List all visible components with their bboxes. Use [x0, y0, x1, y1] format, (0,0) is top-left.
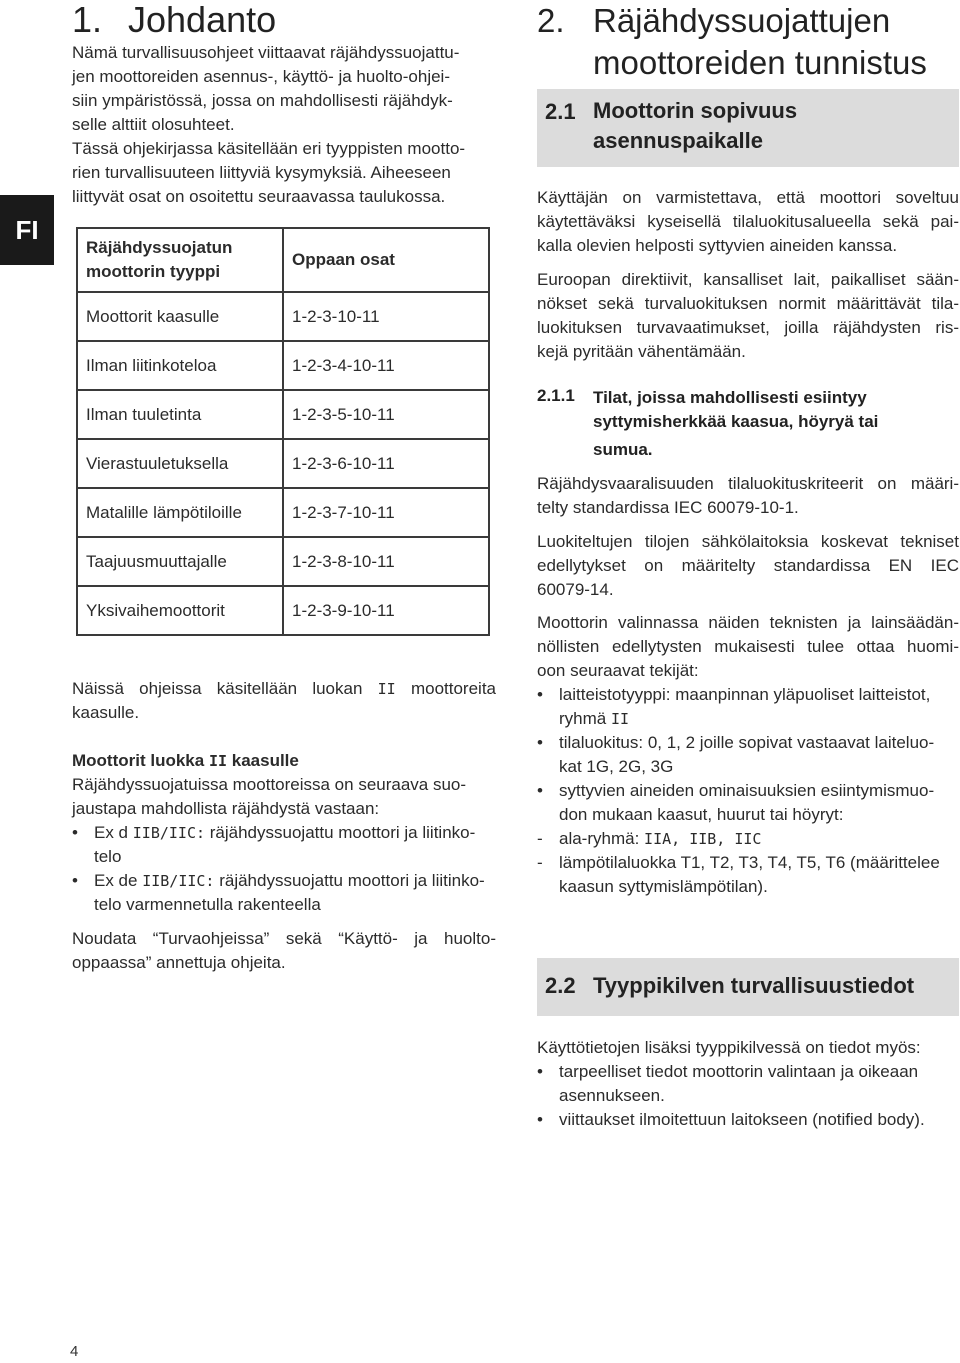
- bullet-code: IIB/IIC:: [142, 872, 215, 890]
- section-2-title-line: moottoreiden tunnistus: [593, 44, 927, 81]
- cell-motor-type: Ilman liitinkoteloa: [77, 341, 283, 390]
- bullet-text: laitteistotyyppi: maanpinnan yläpuoliset laitteistot,: [559, 685, 931, 704]
- cell-motor-type: Ilman tuuletinta: [77, 390, 283, 439]
- paragraph-line: Käyttötietojen lisäksi tyyppikilvessä on tiedot myös:: [537, 1038, 921, 1057]
- section-1-heading: [72, 0, 276, 40]
- cell-guide-parts: 1-2-3-5-10-11: [283, 390, 489, 439]
- follow-line: Noudata “Turvaohjeissa” sekä “Käyttö- ja huolto-: [72, 929, 496, 948]
- paragraph-line: Räjähdysvaaralisuuden tilaluokituskriteerit on määri-: [537, 474, 959, 493]
- section-2-title: [593, 0, 960, 84]
- section-2-2-title: Tyyppikilven turvallisuustiedot: [593, 973, 915, 998]
- bullet-text: viittaukset ilmoitettuun laitokseen (notified body).: [559, 1110, 925, 1129]
- header-motor-type-line2: moottorin tyyppi: [86, 262, 221, 281]
- cell-motor-type: Yksivaihemoottorit: [77, 586, 283, 635]
- nameplate-paragraph: [537, 1036, 959, 1060]
- header-guide-parts: Oppaan osat: [283, 228, 489, 292]
- intro-line: Nämä turvallisuusohjeet viittaavat räjähdyssuojattu-: [72, 43, 460, 62]
- selection-factors-list: [537, 683, 959, 899]
- paragraph-line: telty standardissa IEC 60079-10-1.: [537, 498, 799, 517]
- selection-paragraph: [537, 611, 959, 683]
- cell-guide-parts: 1-2-3-7-10-11: [283, 488, 489, 537]
- list-item: [537, 683, 959, 731]
- class-note-line: kaasulle.: [72, 703, 140, 722]
- subheading-line: [72, 749, 496, 773]
- paragraph-line: Moottorin valinnassa näiden teknisten ja lainsäädän-: [537, 613, 959, 632]
- paragraph-line: käytettäväksi kyseisellä tilaluokitusalueella sekä pai-: [537, 212, 959, 231]
- subheading-text: Moottorit luokka: [72, 751, 205, 770]
- section-2-1-1-title-line: syttymisherkkää kaasua, höyryä tai: [593, 412, 879, 431]
- bullet-text: Ex de: [94, 871, 138, 890]
- list-item: [537, 731, 959, 779]
- nameplate-list: [537, 1060, 959, 1132]
- cell-motor-type: Taajuusmuuttajalle: [77, 537, 283, 586]
- class-note-text: moottoreita: [410, 679, 496, 698]
- section-2-number: 2.: [537, 2, 565, 39]
- bullet-icon: •: [537, 733, 543, 752]
- section-2-title-line: Räjähdyssuojattujen: [593, 2, 891, 39]
- header-motor-type-line1: Räjähdyssuojatun: [86, 238, 233, 257]
- section-2-1-box: [537, 89, 959, 167]
- intro2-line: Tässä ohjekirjassa käsitellään eri tyyppisten mootto-: [72, 139, 466, 158]
- table-row: [77, 439, 489, 488]
- subheading-code: II: [208, 752, 228, 770]
- section-1-number: 1.: [72, 0, 103, 40]
- follow-line: oppaassa” annettuja ohjeita.: [72, 953, 286, 972]
- table-row: [77, 341, 489, 390]
- paragraph-line: Luokiteltujen tilojen sähkölaitoksia koskevat tekniset: [537, 532, 959, 551]
- bullet-text: kat 1G, 2G, 3G: [559, 757, 674, 776]
- section-2-1-1-title: [593, 386, 953, 462]
- intro2-line: liittyvät osat on osoitettu seuraavassa taulukossa.: [72, 187, 446, 206]
- paragraph-line: luokituksen turvavaatimukset, joilla räjähdysten ris-: [537, 318, 959, 337]
- paragraph-line: nökset sekä turvaluokituksen normit määrittävät tila-: [537, 294, 959, 313]
- intro-paragraph: [72, 41, 496, 137]
- bullet-icon: •: [537, 685, 543, 704]
- bullet-text: tarpeelliset tiedot moottorin valintaan ja oikeaan: [559, 1062, 919, 1081]
- dash-icon: -: [537, 853, 543, 872]
- protection-line: jaustapa mahdollista räjähdystä vastaan:: [72, 799, 380, 818]
- section-2-1-1-number: 2.1.1: [537, 386, 575, 405]
- paragraph-line: nöllisten edellytysten mukaisesti tulee ottaa huomi-: [537, 637, 959, 656]
- dash-icon: -: [537, 829, 543, 848]
- list-item: [72, 821, 496, 869]
- bullet-text: Ex d: [94, 823, 129, 842]
- bullet-text: [559, 707, 959, 731]
- list-item: [537, 1108, 959, 1132]
- list-item: [537, 827, 959, 851]
- cell-guide-parts: 1-2-3-10-11: [283, 292, 489, 341]
- paragraph-line: 60079-14.: [537, 580, 614, 599]
- paragraph-line: kejä pyritään vähentämään.: [537, 342, 746, 361]
- protection-paragraph: [72, 773, 496, 821]
- list-item: [537, 779, 959, 827]
- intro-line: jen moottoreiden asennus-, käyttö- ja huolto-ohjei-: [72, 67, 450, 86]
- bullet-icon: •: [72, 871, 78, 890]
- intro-line: siin ympäristössä, jossa on mahdollisesti räjähdyk-: [72, 91, 453, 110]
- table-row: [77, 586, 489, 635]
- bullet-icon: •: [537, 1110, 543, 1129]
- class-code: II: [377, 680, 396, 698]
- page-number: 4: [70, 1343, 79, 1360]
- section-2-2-box: [537, 958, 959, 1016]
- paragraph-line: kalla olevien helposti syttyvien aineiden kanssa.: [537, 236, 898, 255]
- section-2-1-1-heading: [537, 386, 959, 466]
- bullet-icon: •: [537, 1062, 543, 1081]
- bullet-text: telo: [94, 847, 122, 866]
- section-2-2-number: 2.2: [545, 973, 576, 998]
- bullet-code: IIB/IIC:: [132, 824, 206, 842]
- subheading-text: kaasulle: [231, 751, 299, 770]
- bullet-text: räjähdyssuojattu moottori ja liitinko-: [209, 823, 476, 842]
- section-2-1-title-line: asennuspaikalle: [593, 128, 763, 153]
- section-2-1-title: [593, 96, 797, 156]
- intro-line: selle alttiit olosuhteet.: [72, 115, 235, 134]
- table-row: [77, 537, 489, 586]
- motor-parts-table: [76, 227, 490, 636]
- intro2-line: rien turvallisuuteen liittyviä kysymyksiä. Aiheeseen: [72, 163, 451, 182]
- paragraph-line: oon seuraavat tekijät:: [537, 661, 699, 680]
- class-note: [72, 677, 496, 725]
- requirements-paragraph: [537, 530, 959, 602]
- list-item: [537, 1060, 959, 1108]
- bullet-text-part: ryhmä: [559, 709, 607, 728]
- paragraph-line: edellytykset on määritelty standardissa EN IEC: [537, 556, 959, 575]
- follow-paragraph: [72, 927, 496, 975]
- section-2-heading: [537, 0, 959, 86]
- table-row: [77, 488, 489, 537]
- bullet-text: kaasun syttymislämpötilan).: [559, 877, 768, 896]
- protection-line: Räjähdyssuojatuissa moottoreissa on seuraava suo-: [72, 775, 467, 794]
- bullet-code: IIA, IIB, IIC: [644, 830, 762, 848]
- bullet-text: ala-ryhmä:: [559, 829, 640, 848]
- class-note-line: [72, 677, 496, 701]
- cell-guide-parts: 1-2-3-9-10-11: [283, 586, 489, 635]
- section-2-1-title-line: Moottorin sopivuus: [593, 98, 798, 123]
- cell-guide-parts: 1-2-3-8-10-11: [283, 537, 489, 586]
- directives-paragraph: [537, 268, 959, 364]
- protection-list: [72, 821, 496, 917]
- table-header-row: [77, 228, 489, 292]
- cell-motor-type: Vierastuuletuksella: [77, 439, 283, 488]
- header-motor-type: [77, 228, 283, 292]
- bullet-text: don mukaan kaasut, huurut tai höyryt:: [559, 805, 844, 824]
- bullet-text: tilaluokitus: 0, 1, 2 joille sopivat vastaavat laiteluo-: [559, 733, 935, 752]
- bullet-code: II: [610, 710, 630, 728]
- paragraph-line: Euroopan direktiivit, kansalliset lait, paikalliset sään-: [537, 270, 959, 289]
- bullet-text: asennukseen.: [559, 1086, 665, 1105]
- section-2-1-1-title-line: sumua.: [593, 440, 653, 459]
- cell-guide-parts: 1-2-3-4-10-11: [283, 341, 489, 390]
- bullet-icon: •: [537, 781, 543, 800]
- table-row: [77, 390, 489, 439]
- bullet-text: syttyvien aineiden ominaisuuksien esiintymismuo-: [559, 781, 935, 800]
- bullet-icon: •: [72, 823, 78, 842]
- list-item: [537, 851, 959, 899]
- bullet-text: lämpötilaluokka T1, T2, T3, T4, T5, T6 (määrittelee: [559, 853, 940, 872]
- suitability-paragraph: [537, 186, 959, 258]
- list-item: [72, 869, 496, 917]
- bullet-text: telo varmennetulla rakenteella: [94, 895, 321, 914]
- cell-motor-type: Moottorit kaasulle: [77, 292, 283, 341]
- section-2-1-number: 2.1: [545, 99, 576, 124]
- language-tab: FI: [0, 195, 54, 265]
- cell-guide-parts: 1-2-3-6-10-11: [283, 439, 489, 488]
- subheading-class-ii: [72, 749, 496, 773]
- section-1-title: Johdanto: [128, 0, 277, 40]
- classification-paragraph: [537, 472, 959, 520]
- cell-motor-type: Matalille lämpötiloille: [77, 488, 283, 537]
- bullet-text: räjähdyssuojattu moottori ja liitinko-: [219, 871, 485, 890]
- section-2-1-1-title-line: Tilat, joissa mahdollisesti esiintyy: [593, 388, 867, 407]
- intro-paragraph-2: [72, 137, 496, 209]
- class-note-text: Näissä ohjeissa käsitellään luokan: [72, 679, 363, 698]
- table-row: [77, 292, 489, 341]
- paragraph-line: Käyttäjän on varmistettava, että moottori soveltuu: [537, 188, 959, 207]
